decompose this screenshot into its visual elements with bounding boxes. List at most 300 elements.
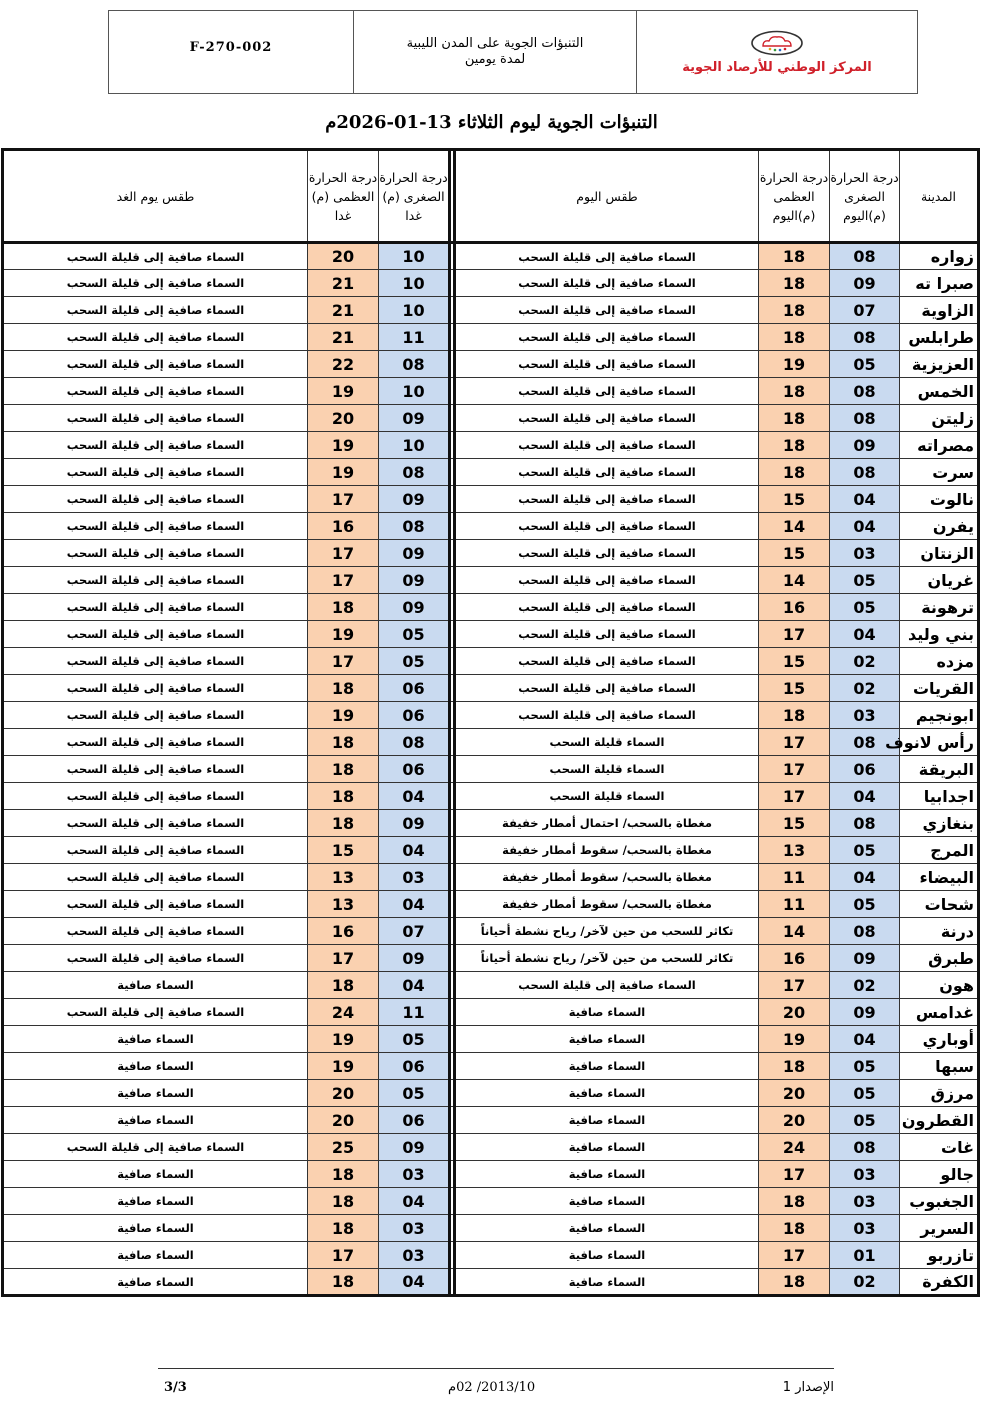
- min-today-cell: 09: [830, 999, 900, 1026]
- weather-tomorrow-cell: السماء صافية إلى قليلة السحب: [3, 270, 308, 297]
- max-tomorrow-cell: 18: [308, 1269, 379, 1296]
- weather-today-cell: السماء صافية: [455, 1080, 759, 1107]
- city-cell: الجغبوب: [900, 1188, 979, 1215]
- max-tomorrow-cell: 18: [308, 1161, 379, 1188]
- min-today-cell: 09: [830, 432, 900, 459]
- min-today-cell: 08: [830, 459, 900, 486]
- weather-tomorrow-cell: السماء صافية إلى قليلة السحب: [3, 594, 308, 621]
- weather-tomorrow-cell: السماء صافية إلى قليلة السحب: [3, 324, 308, 351]
- table-row: [3, 783, 979, 810]
- weather-today-cell: مغطاة بالسحب/ سقوط أمطار خفيفة: [455, 837, 759, 864]
- min-tomorrow-cell: 08: [379, 459, 450, 486]
- weather-today-cell: السماء صافية إلى قليلة السحب: [455, 378, 759, 405]
- weather-tomorrow-cell: السماء صافية إلى قليلة السحب: [3, 648, 308, 675]
- table-row: [3, 621, 979, 648]
- max-tomorrow-cell: 20: [308, 1080, 379, 1107]
- weather-tomorrow-cell: السماء صافية: [3, 1215, 308, 1242]
- max-tomorrow-cell: 19: [308, 459, 379, 486]
- min-tomorrow-cell: 05: [379, 648, 450, 675]
- min-tomorrow-cell: 04: [379, 972, 450, 999]
- min-today-cell: 03: [830, 540, 900, 567]
- max-today-cell: 16: [759, 594, 830, 621]
- min-today-cell: 03: [830, 702, 900, 729]
- max-today-cell: 15: [759, 810, 830, 837]
- max-tomorrow-cell: 16: [308, 918, 379, 945]
- weather-today-cell: السماء صافية إلى قليلة السحب: [455, 351, 759, 378]
- min-today-cell: 08: [830, 378, 900, 405]
- weather-today-cell: السماء صافية إلى قليلة السحب: [455, 459, 759, 486]
- city-cell: غات: [900, 1134, 979, 1161]
- max-today-cell: 14: [759, 567, 830, 594]
- max-today-cell: 14: [759, 918, 830, 945]
- min-today-cell: 05: [830, 837, 900, 864]
- weather-tomorrow-cell: السماء صافية: [3, 1161, 308, 1188]
- organization-name: المركز الوطني للأرصاد الجوية: [682, 59, 872, 75]
- column-divider: [450, 864, 455, 891]
- city-cell: ترهونة: [900, 594, 979, 621]
- city-cell: جالو: [900, 1161, 979, 1188]
- table-row: [3, 297, 979, 324]
- min-today-cell: 06: [830, 756, 900, 783]
- min-tomorrow-cell: 05: [379, 1026, 450, 1053]
- max-tomorrow-cell: 17: [308, 567, 379, 594]
- max-tomorrow-cell: 21: [308, 324, 379, 351]
- table-row: [3, 999, 979, 1026]
- max-today-cell: 19: [759, 1026, 830, 1053]
- weather-tomorrow-cell: السماء صافية: [3, 1188, 308, 1215]
- max-tomorrow-cell: 18: [308, 1215, 379, 1242]
- column-divider: [450, 459, 455, 486]
- table-row: [3, 567, 979, 594]
- min-today-cell: 04: [830, 513, 900, 540]
- min-today-cell: 04: [830, 864, 900, 891]
- weather-tomorrow-cell: السماء صافية إلى قليلة السحب: [3, 540, 308, 567]
- weather-today-cell: السماء صافية: [455, 1107, 759, 1134]
- column-divider: [450, 1188, 455, 1215]
- min-today-cell: 02: [830, 1269, 900, 1296]
- min-tomorrow-cell: 09: [379, 810, 450, 837]
- min-today-cell: 03: [830, 1215, 900, 1242]
- weather-today-cell: السماء صافية إلى قليلة السحب: [455, 405, 759, 432]
- city-cell: بني وليد: [900, 621, 979, 648]
- weather-today-cell: السماء صافية: [455, 1242, 759, 1269]
- min-tomorrow-cell: 10: [379, 243, 450, 270]
- column-divider: [450, 378, 455, 405]
- max-today-cell: 15: [759, 648, 830, 675]
- max-tomorrow-cell: 18: [308, 594, 379, 621]
- min-tomorrow-cell: 05: [379, 1080, 450, 1107]
- min-tomorrow-cell: 09: [379, 567, 450, 594]
- min-tomorrow-cell: 09: [379, 405, 450, 432]
- min-today-cell: 08: [830, 324, 900, 351]
- max-tomorrow-cell: 20: [308, 405, 379, 432]
- weather-tomorrow-cell: السماء صافية إلى قليلة السحب: [3, 891, 308, 918]
- min-tomorrow-cell: 03: [379, 1215, 450, 1242]
- max-today-cell: 20: [759, 1080, 830, 1107]
- max-tomorrow-cell: 17: [308, 945, 379, 972]
- weather-tomorrow-cell: السماء صافية إلى قليلة السحب: [3, 486, 308, 513]
- min-tomorrow-cell: 05: [379, 621, 450, 648]
- city-cell: طرابلس: [900, 324, 979, 351]
- min-today-cell: 04: [830, 783, 900, 810]
- city-cell: ابونجيم: [900, 702, 979, 729]
- column-divider: [450, 1134, 455, 1161]
- max-tomorrow-cell: 21: [308, 270, 379, 297]
- weather-today-cell: تكاثر للسحب من حين لآخر/ رياح نشطة أحياناً: [455, 918, 759, 945]
- table-row: [3, 702, 979, 729]
- weather-tomorrow-cell: السماء صافية إلى قليلة السحب: [3, 567, 308, 594]
- max-today-cell: 15: [759, 486, 830, 513]
- page-title: التنبؤات الجوية ليوم الثلاثاء 13-01-2026م: [325, 112, 658, 133]
- max-tomorrow-cell: 18: [308, 810, 379, 837]
- min-tomorrow-cell: 08: [379, 351, 450, 378]
- column-divider: [450, 648, 455, 675]
- weather-today-cell: السماء صافية إلى قليلة السحب: [455, 297, 759, 324]
- city-cell: سبها: [900, 1053, 979, 1080]
- city-cell: زليتن: [900, 405, 979, 432]
- weather-today-cell: السماء قليلة السحب: [455, 756, 759, 783]
- weather-tomorrow-cell: السماء صافية: [3, 972, 308, 999]
- column-divider: [450, 891, 455, 918]
- max-tomorrow-cell: 16: [308, 513, 379, 540]
- weather-tomorrow-cell: السماء صافية إلى قليلة السحب: [3, 459, 308, 486]
- weather-tomorrow-cell: السماء صافية إلى قليلة السحب: [3, 918, 308, 945]
- weather-tomorrow-cell: السماء صافية إلى قليلة السحب: [3, 702, 308, 729]
- max-tomorrow-cell: 18: [308, 1188, 379, 1215]
- min-today-cell: 04: [830, 621, 900, 648]
- min-today-cell: 08: [830, 1134, 900, 1161]
- min-tomorrow-cell: 10: [379, 378, 450, 405]
- column-divider: [450, 432, 455, 459]
- weather-today-cell: مغطاة بالسحب/ سقوط أمطار خفيفة: [455, 864, 759, 891]
- column-divider: [450, 567, 455, 594]
- city-cell: مرزق: [900, 1080, 979, 1107]
- city-cell: غدامس: [900, 999, 979, 1026]
- column-divider: [450, 918, 455, 945]
- max-tomorrow-cell: 20: [308, 1107, 379, 1134]
- weather-tomorrow-cell: السماء صافية: [3, 1242, 308, 1269]
- col-header-max-tomorrow: درجة الحرارة العظمى (م) غدا: [308, 150, 379, 243]
- min-tomorrow-cell: 06: [379, 1107, 450, 1134]
- column-divider: [450, 150, 455, 243]
- table-row: [3, 891, 979, 918]
- weather-today-cell: السماء صافية إلى قليلة السحب: [455, 486, 759, 513]
- weather-tomorrow-cell: السماء صافية إلى قليلة السحب: [3, 945, 308, 972]
- min-tomorrow-cell: 09: [379, 594, 450, 621]
- min-tomorrow-cell: 03: [379, 1242, 450, 1269]
- column-divider: [450, 999, 455, 1026]
- column-divider: [450, 1161, 455, 1188]
- min-tomorrow-cell: 04: [379, 1188, 450, 1215]
- column-divider: [450, 243, 455, 270]
- table-row: [3, 243, 979, 270]
- column-divider: [450, 351, 455, 378]
- min-today-cell: 09: [830, 270, 900, 297]
- min-tomorrow-cell: 07: [379, 918, 450, 945]
- min-tomorrow-cell: 06: [379, 702, 450, 729]
- column-divider: [450, 1053, 455, 1080]
- forecast-table: [1, 148, 980, 1297]
- max-tomorrow-cell: 18: [308, 783, 379, 810]
- city-cell: درنة: [900, 918, 979, 945]
- column-divider: [450, 675, 455, 702]
- min-tomorrow-cell: 06: [379, 675, 450, 702]
- city-cell: العزيزية: [900, 351, 979, 378]
- max-today-cell: 17: [759, 972, 830, 999]
- table-row: [3, 324, 979, 351]
- city-cell: أوباري: [900, 1026, 979, 1053]
- weather-today-cell: السماء قليلة السحب: [455, 783, 759, 810]
- city-cell: صبرا ته: [900, 270, 979, 297]
- min-today-cell: 07: [830, 297, 900, 324]
- min-today-cell: 02: [830, 972, 900, 999]
- min-today-cell: 01: [830, 1242, 900, 1269]
- min-today-cell: 08: [830, 405, 900, 432]
- max-today-cell: 18: [759, 1188, 830, 1215]
- max-tomorrow-cell: 15: [308, 837, 379, 864]
- column-divider: [450, 756, 455, 783]
- max-today-cell: 17: [759, 621, 830, 648]
- max-today-cell: 15: [759, 675, 830, 702]
- min-today-cell: 02: [830, 675, 900, 702]
- table-row: [3, 1080, 979, 1107]
- table-row: [3, 972, 979, 999]
- table-row: [3, 756, 979, 783]
- min-today-cell: 04: [830, 1026, 900, 1053]
- min-tomorrow-cell: 09: [379, 945, 450, 972]
- weather-today-cell: السماء صافية إلى قليلة السحب: [455, 972, 759, 999]
- weather-tomorrow-cell: السماء صافية: [3, 1269, 308, 1296]
- max-today-cell: 18: [759, 1269, 830, 1296]
- city-cell: البريقة: [900, 756, 979, 783]
- table-row: [3, 837, 979, 864]
- min-today-cell: 04: [830, 486, 900, 513]
- column-divider: [450, 513, 455, 540]
- max-tomorrow-cell: 17: [308, 648, 379, 675]
- max-tomorrow-cell: 24: [308, 999, 379, 1026]
- max-tomorrow-cell: 20: [308, 243, 379, 270]
- weather-tomorrow-cell: السماء صافية إلى قليلة السحب: [3, 675, 308, 702]
- city-cell: البيضاء: [900, 864, 979, 891]
- weather-tomorrow-cell: السماء صافية إلى قليلة السحب: [3, 999, 308, 1026]
- max-tomorrow-cell: 18: [308, 729, 379, 756]
- col-header-min-tomorrow: درجة الحرارة الصغرى (م) غدا: [379, 150, 450, 243]
- max-tomorrow-cell: 17: [308, 540, 379, 567]
- city-cell: الخمس: [900, 378, 979, 405]
- column-divider: [450, 810, 455, 837]
- table-row: [3, 1215, 979, 1242]
- table-row: [3, 405, 979, 432]
- max-tomorrow-cell: 19: [308, 432, 379, 459]
- max-tomorrow-cell: 19: [308, 621, 379, 648]
- form-title: [354, 11, 637, 93]
- column-divider: [450, 540, 455, 567]
- table-row: [3, 1188, 979, 1215]
- max-today-cell: 19: [759, 351, 830, 378]
- weather-logo-icon: [750, 30, 804, 56]
- weather-today-cell: السماء صافية إلى قليلة السحب: [455, 432, 759, 459]
- min-today-cell: 09: [830, 945, 900, 972]
- max-today-cell: 18: [759, 378, 830, 405]
- column-divider: [450, 729, 455, 756]
- table-row: [3, 864, 979, 891]
- weather-today-cell: تكاثر للسحب من حين لآخر/ رياح نشطة أحياناً: [455, 945, 759, 972]
- min-today-cell: 03: [830, 1161, 900, 1188]
- max-tomorrow-cell: 18: [308, 972, 379, 999]
- weather-today-cell: السماء صافية إلى قليلة السحب: [455, 324, 759, 351]
- organization-block: [637, 11, 917, 93]
- weather-tomorrow-cell: السماء صافية إلى قليلة السحب: [3, 864, 308, 891]
- version-label: الإصدار 1: [782, 1380, 834, 1395]
- min-today-cell: 08: [830, 243, 900, 270]
- weather-today-cell: السماء صافية: [455, 1053, 759, 1080]
- weather-today-cell: السماء صافية: [455, 1134, 759, 1161]
- table-row: [3, 432, 979, 459]
- table-row: [3, 810, 979, 837]
- min-tomorrow-cell: 04: [379, 783, 450, 810]
- table-row: [3, 729, 979, 756]
- form-title-line2: لمدة يومين: [464, 52, 526, 67]
- page-number: 3/3: [164, 1380, 187, 1395]
- table-row: [3, 351, 979, 378]
- max-tomorrow-cell: 13: [308, 864, 379, 891]
- column-divider: [450, 702, 455, 729]
- min-today-cell: 08: [830, 918, 900, 945]
- document-header: [108, 10, 918, 94]
- weather-today-cell: السماء صافية: [455, 1188, 759, 1215]
- weather-today-cell: السماء صافية: [455, 1269, 759, 1296]
- city-cell: السرير: [900, 1215, 979, 1242]
- city-cell: رأس لانوف: [900, 729, 979, 756]
- min-tomorrow-cell: 06: [379, 1053, 450, 1080]
- min-today-cell: 05: [830, 567, 900, 594]
- min-tomorrow-cell: 04: [379, 1269, 450, 1296]
- city-cell: مصراته: [900, 432, 979, 459]
- city-cell: الكفرة: [900, 1269, 979, 1296]
- max-tomorrow-cell: 17: [308, 486, 379, 513]
- weather-tomorrow-cell: السماء صافية إلى قليلة السحب: [3, 810, 308, 837]
- table-header-row: [3, 150, 979, 243]
- weather-tomorrow-cell: السماء صافية إلى قليلة السحب: [3, 621, 308, 648]
- table-row: [3, 1134, 979, 1161]
- weather-tomorrow-cell: السماء صافية إلى قليلة السحب: [3, 405, 308, 432]
- max-today-cell: 17: [759, 729, 830, 756]
- min-tomorrow-cell: 09: [379, 486, 450, 513]
- min-today-cell: 05: [830, 351, 900, 378]
- weather-tomorrow-cell: السماء صافية: [3, 1080, 308, 1107]
- max-today-cell: 18: [759, 459, 830, 486]
- max-today-cell: 18: [759, 270, 830, 297]
- min-today-cell: 05: [830, 594, 900, 621]
- column-divider: [450, 270, 455, 297]
- min-today-cell: 08: [830, 729, 900, 756]
- column-divider: [450, 783, 455, 810]
- column-divider: [450, 837, 455, 864]
- weather-today-cell: السماء صافية إلى قليلة السحب: [455, 621, 759, 648]
- table-row: [3, 378, 979, 405]
- min-today-cell: 05: [830, 891, 900, 918]
- city-cell: بنغازي: [900, 810, 979, 837]
- max-today-cell: 16: [759, 945, 830, 972]
- weather-today-cell: السماء صافية إلى قليلة السحب: [455, 594, 759, 621]
- table-row: [3, 918, 979, 945]
- max-today-cell: 18: [759, 702, 830, 729]
- city-cell: هون: [900, 972, 979, 999]
- col-header-max-today: درجة الحرارة العظمى (م)اليوم: [759, 150, 830, 243]
- weather-tomorrow-cell: السماء صافية إلى قليلة السحب: [3, 729, 308, 756]
- column-divider: [450, 1215, 455, 1242]
- min-today-cell: 05: [830, 1107, 900, 1134]
- column-divider: [450, 621, 455, 648]
- min-tomorrow-cell: 03: [379, 864, 450, 891]
- table-row: [3, 513, 979, 540]
- column-divider: [450, 1026, 455, 1053]
- city-cell: الزاوية: [900, 297, 979, 324]
- weather-tomorrow-cell: السماء صافية إلى قليلة السحب: [3, 351, 308, 378]
- weather-today-cell: السماء صافية: [455, 1161, 759, 1188]
- weather-today-cell: السماء صافية إلى قليلة السحب: [455, 675, 759, 702]
- weather-today-cell: السماء صافية إلى قليلة السحب: [455, 702, 759, 729]
- weather-today-cell: السماء قليلة السحب: [455, 729, 759, 756]
- column-divider: [450, 486, 455, 513]
- column-divider: [450, 1080, 455, 1107]
- min-tomorrow-cell: 06: [379, 756, 450, 783]
- min-tomorrow-cell: 10: [379, 297, 450, 324]
- max-today-cell: 20: [759, 1107, 830, 1134]
- col-header-weather-tomorrow: طقس يوم الغد: [3, 150, 308, 243]
- form-code: F-270-002: [109, 11, 354, 93]
- weather-tomorrow-cell: السماء صافية: [3, 1026, 308, 1053]
- max-today-cell: 18: [759, 1215, 830, 1242]
- min-today-cell: 02: [830, 648, 900, 675]
- min-today-cell: 05: [830, 1080, 900, 1107]
- city-cell: شحات: [900, 891, 979, 918]
- weather-today-cell: السماء صافية إلى قليلة السحب: [455, 648, 759, 675]
- weather-tomorrow-cell: السماء صافية: [3, 1053, 308, 1080]
- column-divider: [450, 945, 455, 972]
- min-today-cell: 03: [830, 1188, 900, 1215]
- max-tomorrow-cell: 22: [308, 351, 379, 378]
- weather-today-cell: السماء صافية: [455, 1215, 759, 1242]
- weather-today-cell: مغطاة بالسحب/ سقوط أمطار خفيفة: [455, 891, 759, 918]
- table-row: [3, 1161, 979, 1188]
- weather-tomorrow-cell: السماء صافية إلى قليلة السحب: [3, 1134, 308, 1161]
- document-footer: [158, 1368, 834, 1403]
- table-row: [3, 1242, 979, 1269]
- max-tomorrow-cell: 19: [308, 702, 379, 729]
- weather-today-cell: السماء صافية إلى قليلة السحب: [455, 513, 759, 540]
- weather-tomorrow-cell: السماء صافية إلى قليلة السحب: [3, 378, 308, 405]
- weather-tomorrow-cell: السماء صافية: [3, 1107, 308, 1134]
- max-tomorrow-cell: 18: [308, 675, 379, 702]
- weather-today-cell: السماء صافية إلى قليلة السحب: [455, 567, 759, 594]
- max-today-cell: 11: [759, 864, 830, 891]
- table-row: [3, 648, 979, 675]
- max-today-cell: 17: [759, 756, 830, 783]
- max-today-cell: 11: [759, 891, 830, 918]
- weather-tomorrow-cell: السماء صافية إلى قليلة السحب: [3, 837, 308, 864]
- column-divider: [450, 594, 455, 621]
- max-tomorrow-cell: 17: [308, 1242, 379, 1269]
- city-cell: نالوت: [900, 486, 979, 513]
- weather-tomorrow-cell: السماء صافية إلى قليلة السحب: [3, 756, 308, 783]
- table-row: [3, 594, 979, 621]
- min-today-cell: 05: [830, 1053, 900, 1080]
- weather-today-cell: السماء صافية إلى قليلة السحب: [455, 270, 759, 297]
- table-row: [3, 1107, 979, 1134]
- weather-today-cell: السماء صافية إلى قليلة السحب: [455, 540, 759, 567]
- column-divider: [450, 324, 455, 351]
